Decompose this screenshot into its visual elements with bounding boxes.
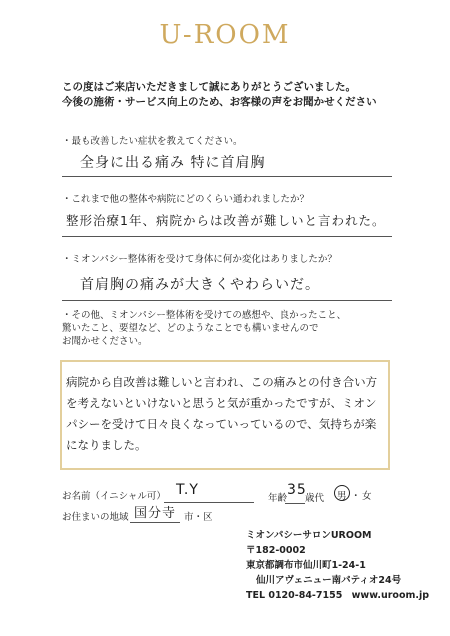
question-4-line-2: 驚いたこと、要望など、どのようなことでも構いませんので	[62, 323, 319, 334]
question-2-prompt: ・これまで他の整体や病院にどのくらい通われましたか？	[62, 194, 310, 205]
question-2-answer: 整形治療1年、病院からは改善が難しいと言われた。	[66, 213, 386, 228]
gender-separator: ・	[351, 491, 361, 502]
question-3-prompt: ・ミオンパシー整体術を受けて身体に何か変化はありましたか？	[62, 254, 337, 265]
salon-name: ミオンパシーサロンUROOM	[246, 530, 372, 541]
age-line	[285, 503, 305, 504]
name-line	[164, 502, 254, 503]
question-3-answer: 首肩胸の痛みが大きくやわらいだ。	[80, 277, 320, 293]
salon-postal: 〒182-0002	[246, 545, 306, 556]
intro-text	[62, 80, 402, 110]
intro-line-2: 今後の施術・サービス向上のため、お客様の声をお聞かせください	[62, 96, 377, 108]
gender-female: 女	[362, 491, 372, 502]
question-2-line	[62, 236, 392, 237]
intro-line-1: この度はご来店いただきまして誠にありがとうございました。	[62, 81, 356, 93]
name-value: T.Y	[176, 482, 199, 498]
question-1-line	[62, 176, 392, 177]
salon-url: www.uroom.jp	[351, 590, 430, 601]
area-label: お住まいの地域	[62, 512, 129, 523]
name-label: お名前（イニシャル可）	[62, 491, 166, 502]
gender-male: 男	[337, 491, 347, 502]
question-1-answer: 全身に出る痛み 特に首肩胸	[80, 155, 266, 171]
comment-text: 病院から自改善は難しいと言われ、この痛みとの付き合い方を考えないといけないと思うと気が重かったですが、ミオンパシーを受けて日々良くなっていっているので、気持ちが楽になりました。	[66, 375, 378, 452]
question-4-line-3: お聞かせください。	[62, 336, 148, 347]
salon-address-2: 仙川アヴェニュー南パティオ24号	[256, 575, 402, 586]
question-4-line-1: ・その他、ミオンパシー整体術を受けての感想や、良かったこと、	[62, 310, 347, 321]
area-value: 国分寺	[134, 506, 177, 521]
salon-address-1: 東京都調布市仙川町1-24-1	[246, 560, 366, 571]
salon-tel: TEL 0120-84-7155	[246, 590, 343, 601]
age-value: 35	[287, 482, 307, 498]
question-3-line	[62, 300, 392, 301]
logo: U-ROOM	[159, 20, 291, 50]
age-suffix: 歳代	[305, 493, 325, 504]
area-line	[130, 522, 180, 523]
salon-info	[246, 528, 436, 603]
area-suffix: 市・区	[184, 512, 213, 523]
question-1-prompt: ・最も改善したい症状を教えてください。	[62, 136, 243, 147]
question-4-prompt	[62, 309, 412, 348]
age-label: 年齢	[268, 493, 288, 504]
